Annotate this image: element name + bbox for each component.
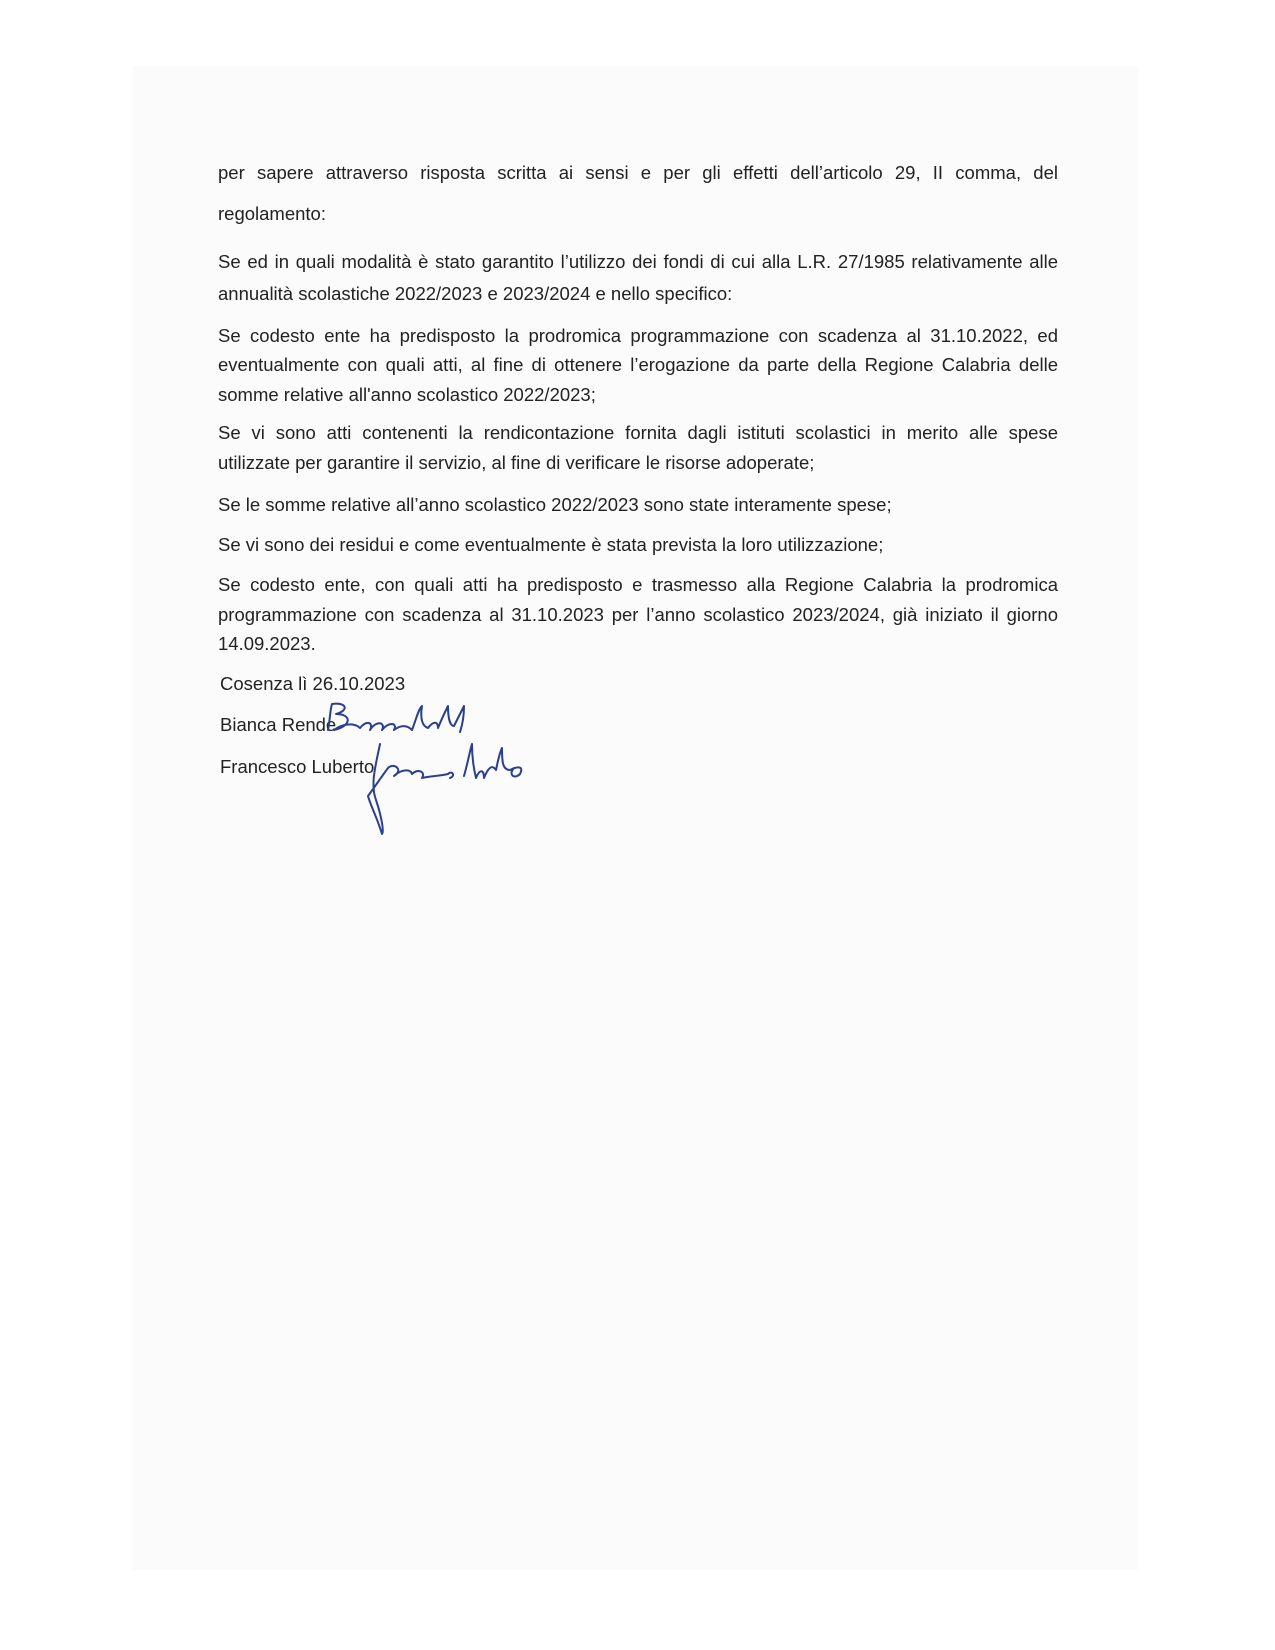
paragraph-5-line-1: Se vi sono dei residui e come eventualmente è stata prevista la loro utilizzazione; xyxy=(218,534,884,555)
paragraph-6-line-2: programmazione con scadenza al 31.10.2023 per l’anno scolastico 2023/2024, già iniziato il giorno xyxy=(218,604,1058,625)
paragraph-4-line-1: Se le somme relative all’anno scolastico 2022/2023 sono state interamente spese; xyxy=(218,494,892,515)
paragraph-1-line-2: annualità scolastiche 2022/2023 e 2023/2024 e nello specifico: xyxy=(218,283,733,304)
paragraph-6-line-1: Se codesto ente, con quali atti ha predisposto e trasmesso alla Regione Calabria la prodromica xyxy=(218,574,1058,595)
paragraph-1-line-1: Se ed in quali modalità è stato garantito l’utilizzo dei fondi di cui alla L.R. 27/1985 relativamente alle xyxy=(218,251,1058,272)
paragraph-6-line-3: 14.09.2023. xyxy=(218,633,316,654)
paragraph-3-line-2: utilizzate per garantire il servizio, al fine di verificare le risorse adoperate; xyxy=(218,452,815,473)
paragraph-2-line-3: somme relative all'anno scolastico 2022/2023; xyxy=(218,384,596,405)
place-date: Cosenza lì 26.10.2023 xyxy=(220,673,406,694)
intro-line-1: per sapere attraverso risposta scritta ai sensi e per gli effetti dell’articolo 29, II comma, del xyxy=(218,162,1058,183)
signatory-name-2: Francesco Luberto xyxy=(220,756,375,777)
signatory-name-1: Bianca Rende xyxy=(220,714,337,735)
paragraph-2-line-2: eventualmente con quali atti, al fine di ottenere l’erogazione da parte della Regione Calabria delle xyxy=(218,354,1058,375)
paragraph-2-line-1: Se codesto ente ha predisposto la prodromica programmazione con scadenza al 31.10.2022, ed xyxy=(218,325,1058,346)
signature-bianca-rende xyxy=(322,700,482,744)
intro-line-2: regolamento: xyxy=(218,203,326,224)
signature-francesco-luberto xyxy=(360,740,540,835)
paragraph-3-line-1: Se vi sono atti contenenti la rendicontazione fornita dagli istituti scolastici in merito alle spese xyxy=(218,422,1058,443)
